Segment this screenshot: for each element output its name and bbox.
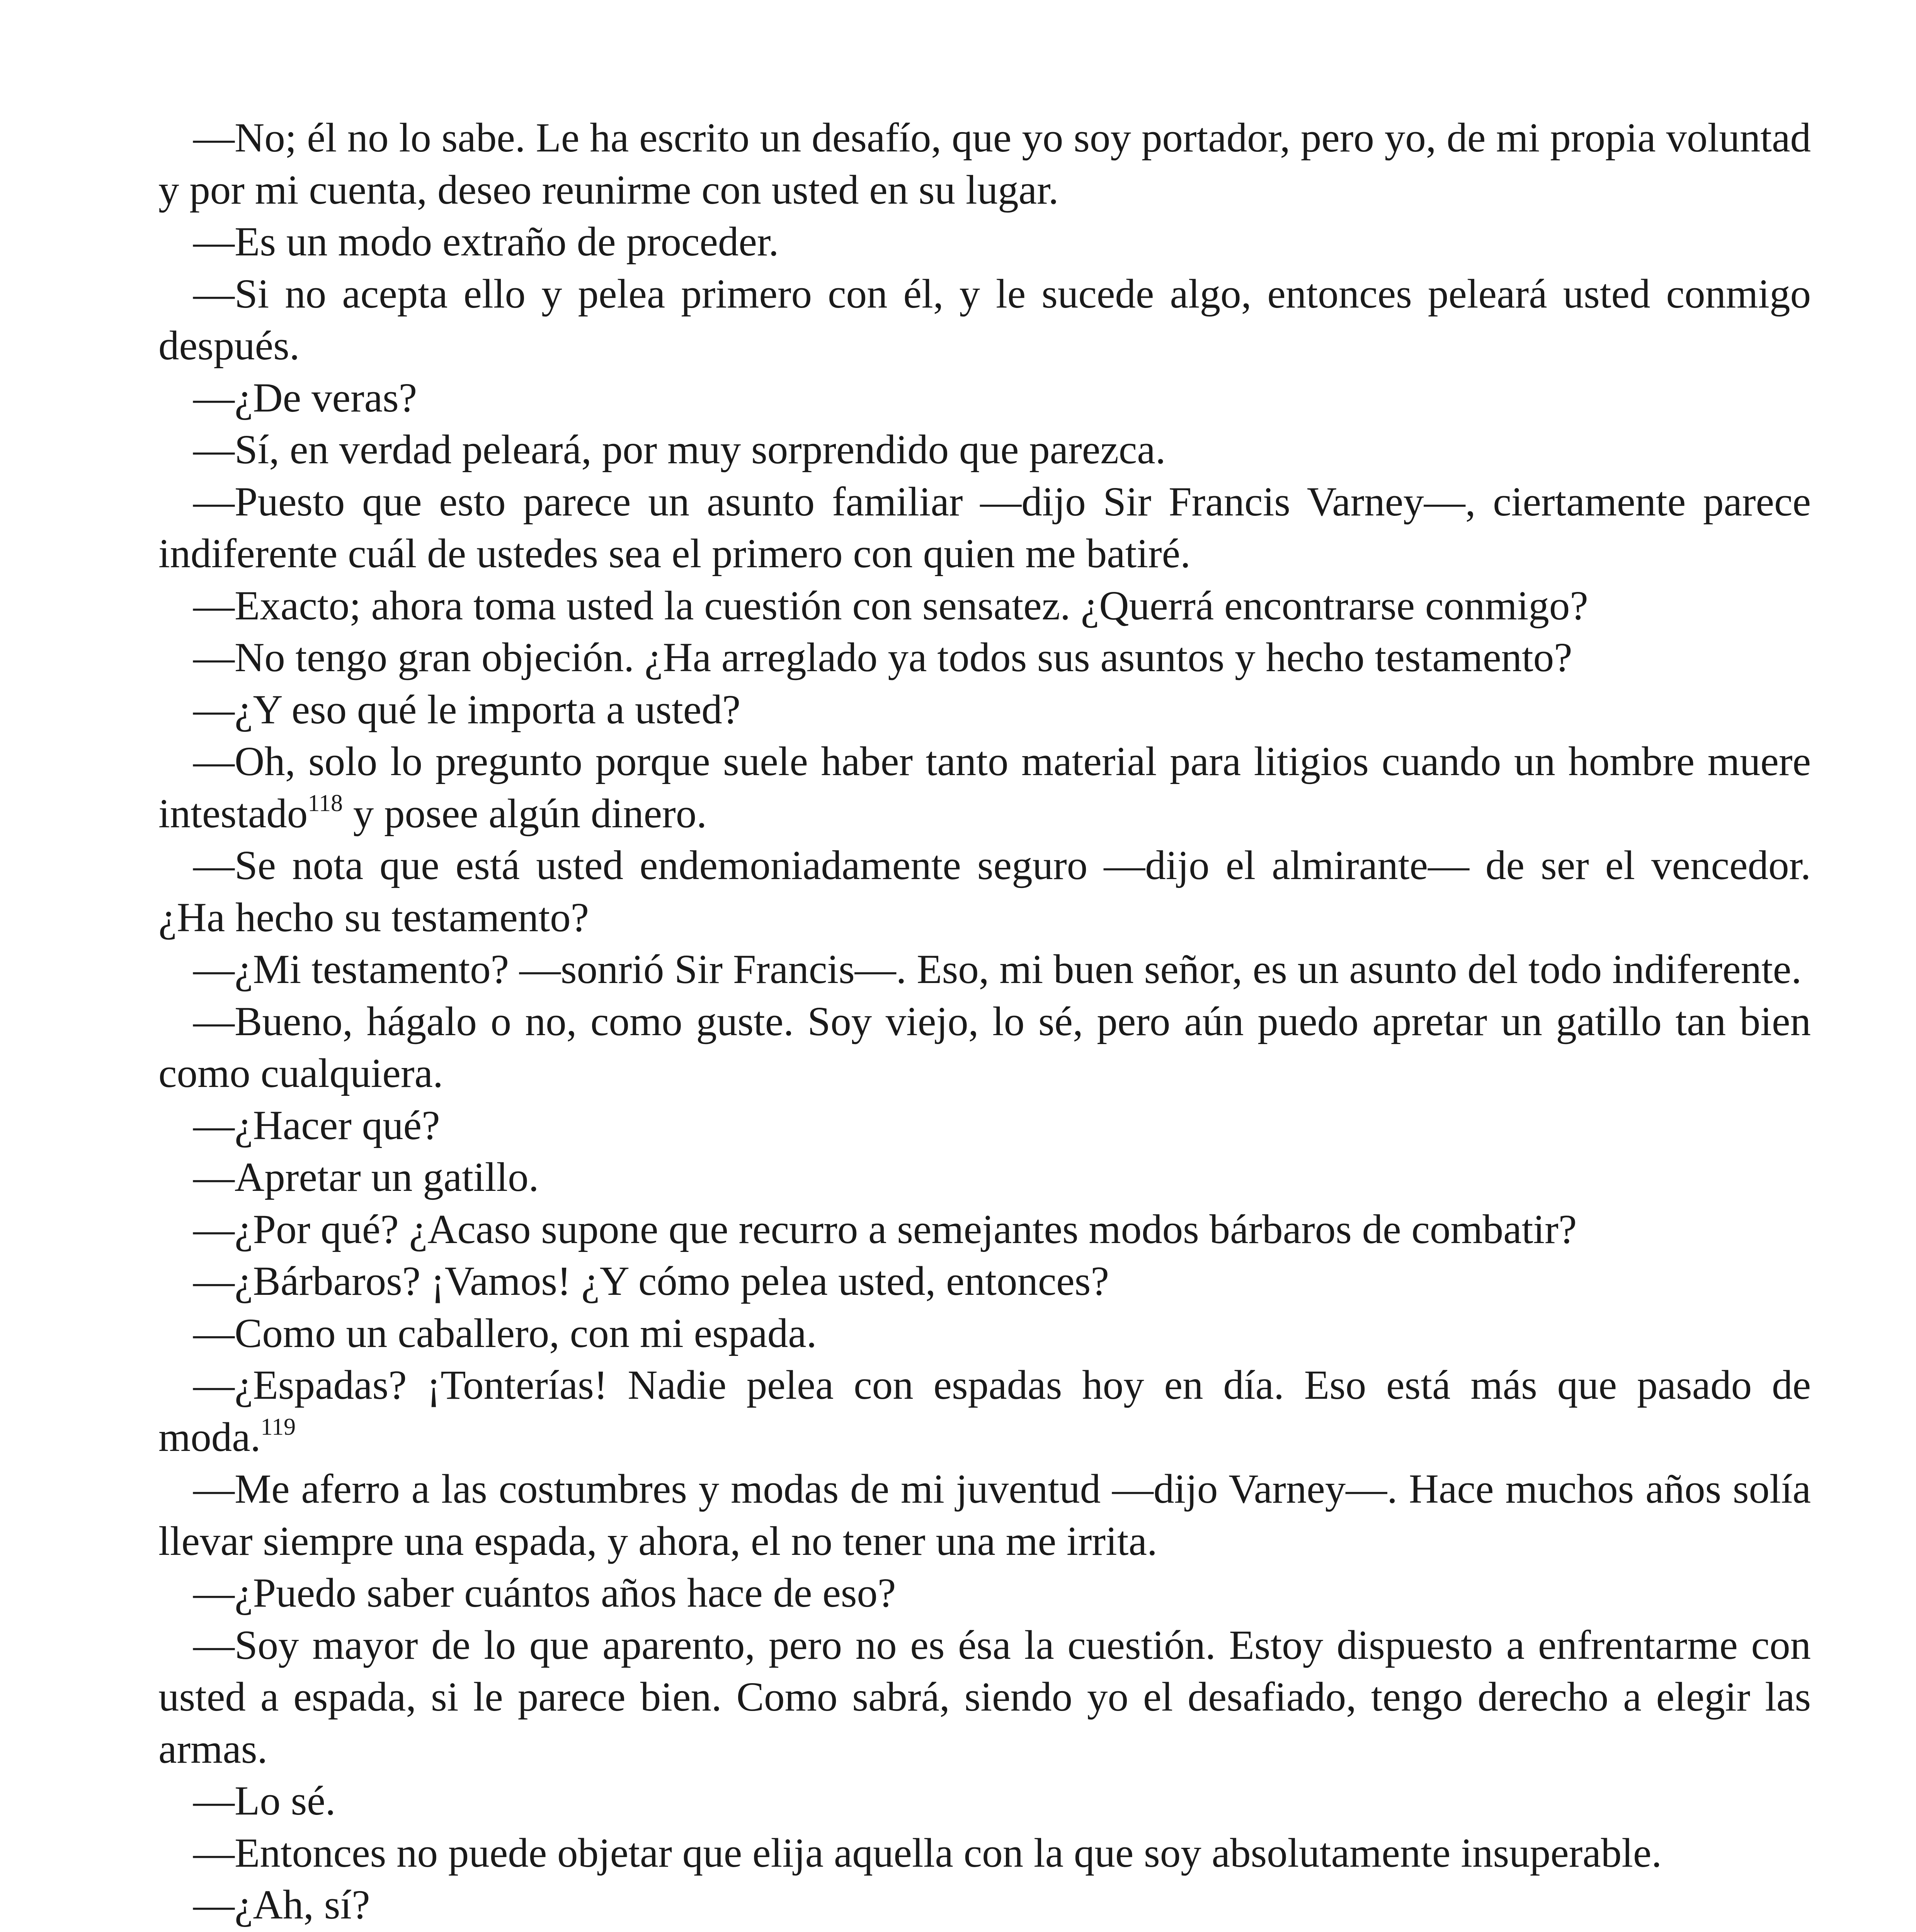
paragraph: —Exacto; ahora toma usted la cuestión con sensatez. ¿Querrá encontrarse conmigo? [193, 583, 1588, 629]
paragraph: —Sí, en verdad peleará, por muy sorprendido que parezca. [193, 427, 1166, 473]
footnote-reference: 119 [260, 1413, 296, 1440]
body-text [158, 112, 1811, 1932]
paragraph: —¿De veras? [193, 375, 417, 421]
footnote-reference: 118 [308, 790, 343, 816]
paragraph: —Bueno, hágalo o no, como guste. Soy viejo, lo sé, pero aún puedo apretar un gatillo tan bien como cualquiera. [158, 998, 1811, 1096]
paragraph: —No tengo gran objeción. ¿Ha arreglado ya todos sus asuntos y hecho testamento? [193, 635, 1572, 680]
paragraph: —¿Hacer qué? [193, 1102, 440, 1148]
paragraph: —Puesto que esto parece un asunto familiar —dijo Sir Francis Varney—, ciertamente parece indiferente cuál de ustedes sea el primero con quien me batiré. [158, 479, 1811, 577]
paragraph: —¿Y eso qué le importa a usted? [193, 687, 741, 733]
paragraph-text: y posee algún dinero. [343, 791, 707, 837]
paragraph: —Como un caballero, con mi espada. [193, 1310, 817, 1356]
paragraph: —Me aferro a las costumbres y modas de mi juventud —dijo Varney—. Hace muchos años solía llevar siempre una espada, y ahora, el no tener una me irrita. [158, 1466, 1811, 1564]
paragraph: —Apretar un gatillo. [193, 1155, 539, 1200]
paragraph: —Entonces no puede objetar que elija aquella con la que soy absolutamente insuperable. [193, 1830, 1662, 1876]
book-page [158, 0, 1811, 1932]
paragraph: —Lo sé. [193, 1778, 336, 1824]
paragraph: —Se nota que está usted endemoniadamente seguro —dijo el almirante— de ser el vencedor. ¿Ha hecho su testamento? [158, 843, 1811, 940]
paragraph: —Es un modo extraño de proceder. [193, 219, 779, 265]
paragraph: —¿Puedo saber cuántos años hace de eso? [193, 1570, 896, 1616]
paragraph: —Soy mayor de lo que aparento, pero no es ésa la cuestión. Estoy dispuesto a enfrentarme con usted a espada, si le parece bien. Como sabrá, siendo yo el desafiado, tengo derecho a elegir las armas. [158, 1622, 1811, 1772]
paragraph-text: —Oh, solo lo pregunto porque suele haber tanto material para litigios cuando un hombre muere intestado [158, 739, 1811, 837]
paragraph: —¿Por qué? ¿Acaso supone que recurro a semejantes modos bárbaros de combatir? [193, 1206, 1577, 1252]
paragraph: —¿Mi testamento? —sonrió Sir Francis—. Eso, mi buen señor, es un asunto del todo indiferente. [193, 947, 1802, 992]
paragraph [158, 1359, 1811, 1463]
paragraph: —¿Bárbaros? ¡Vamos! ¿Y cómo pelea usted, entonces? [193, 1259, 1109, 1304]
paragraph [158, 736, 1811, 840]
paragraph: —Si no acepta ello y pelea primero con él, y le sucede algo, entonces peleará usted conmigo después. [158, 271, 1811, 369]
paragraph: —No; él no lo sabe. Le ha escrito un desafío, que yo soy portador, pero yo, de mi propia voluntad y por mi cuenta, deseo reunirme con usted en su lugar. [158, 115, 1811, 213]
paragraph: —¿Ah, sí? [193, 1882, 370, 1928]
paragraph-text: —¿Espadas? ¡Tonterías! Nadie pelea con espadas hoy en día. Eso está más que pasado de moda. [158, 1362, 1811, 1460]
